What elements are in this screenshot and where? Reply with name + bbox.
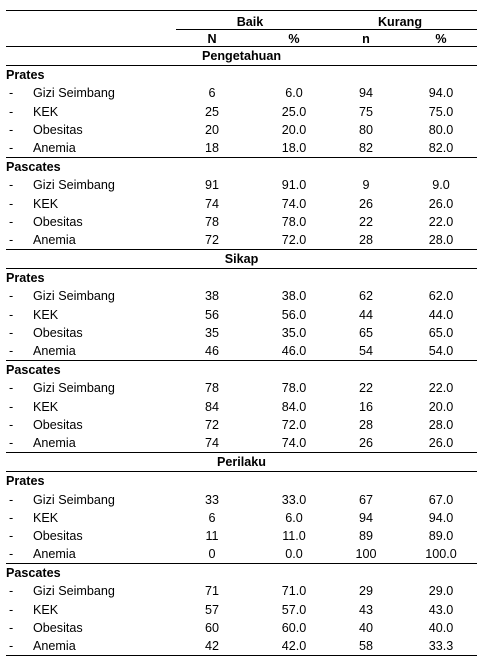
row-name: Anemia — [33, 140, 76, 155]
table-row — [6, 121, 477, 139]
cell-pct-baik: 6.0 — [285, 510, 303, 525]
table-row — [6, 176, 477, 194]
cell-pct-kurang: 75.0 — [428, 104, 454, 119]
table-row — [6, 103, 477, 121]
cell-n-baik: 6 — [208, 86, 216, 101]
group-label: Pascates — [6, 160, 61, 175]
cell-n-kurang: 94 — [358, 86, 373, 101]
row-dash: - — [9, 381, 14, 396]
row-name: Anemia — [33, 232, 76, 247]
header-pct-baik: % — [288, 32, 300, 46]
cell-n-kurang: 26 — [358, 435, 373, 450]
cell-pct-kurang: 33.3 — [428, 639, 454, 653]
results-table — [6, 10, 477, 656]
cell-n-kurang: 26 — [358, 196, 373, 211]
cell-n-baik: 11 — [205, 528, 219, 543]
header-n-baik: N — [207, 32, 217, 46]
table-row — [6, 139, 477, 158]
row-dash: - — [9, 399, 14, 414]
table-row — [6, 213, 477, 231]
row-dash: - — [9, 214, 14, 229]
cell-pct-baik: 60.0 — [281, 620, 307, 635]
group-label: Prates — [6, 474, 45, 489]
cell-n-baik: 91 — [204, 178, 219, 193]
cell-n-baik: 33 — [204, 492, 219, 507]
cell-n-kurang: 94 — [358, 510, 373, 525]
cell-pct-kurang: 94.0 — [428, 510, 454, 525]
cell-n-kurang: 100 — [355, 547, 377, 562]
table-row — [6, 434, 477, 453]
row-name: KEK — [33, 196, 59, 211]
cell-pct-baik: 46.0 — [281, 344, 307, 358]
cell-pct-kurang: 44.0 — [428, 307, 454, 322]
cell-pct-baik: 78.0 — [281, 381, 307, 396]
row-name: Anemia — [33, 639, 76, 653]
header-n-kurang: n — [362, 32, 370, 46]
cell-pct-kurang: 22.0 — [428, 214, 454, 229]
cell-n-kurang: 44 — [358, 307, 373, 322]
row-name: Obesitas — [33, 325, 83, 340]
table-row — [6, 287, 477, 305]
cell-pct-baik: 0.0 — [285, 547, 303, 562]
cell-pct-baik: 42.0 — [281, 639, 307, 653]
header-kurang: Kurang — [377, 15, 423, 29]
cell-n-baik: 78 — [204, 214, 219, 229]
cell-pct-kurang: 80.0 — [428, 122, 454, 137]
cell-pct-kurang: 28.0 — [428, 417, 454, 432]
cell-n-baik: 38 — [204, 289, 219, 304]
cell-pct-kurang: 82.0 — [428, 140, 454, 155]
row-dash: - — [9, 435, 14, 450]
row-name: Obesitas — [33, 417, 83, 432]
row-dash: - — [9, 232, 14, 247]
cell-pct-kurang: 65.0 — [428, 325, 454, 340]
row-dash: - — [9, 289, 14, 304]
row-dash: - — [9, 86, 14, 101]
cell-pct-kurang: 62.0 — [428, 289, 454, 304]
cell-pct-baik: 84.0 — [281, 399, 307, 414]
table-row — [6, 582, 477, 600]
cell-n-kurang: 82 — [358, 140, 373, 155]
cell-n-kurang: 65 — [358, 325, 373, 340]
cell-n-baik: 35 — [204, 325, 219, 340]
cell-n-baik: 46 — [204, 344, 219, 358]
cell-pct-kurang: 22.0 — [428, 381, 454, 396]
table-row — [6, 342, 477, 361]
table-row — [6, 306, 477, 324]
table-row — [6, 619, 477, 637]
cell-n-kurang: 89 — [358, 528, 373, 543]
cell-n-kurang: 62 — [358, 289, 373, 304]
table-row — [6, 231, 477, 250]
row-dash: - — [9, 528, 14, 543]
row-dash: - — [9, 417, 14, 432]
table-header-top — [176, 11, 477, 30]
cell-pct-kurang: 26.0 — [428, 196, 454, 211]
table-row — [6, 509, 477, 527]
cell-pct-kurang: 54.0 — [428, 344, 454, 358]
row-name: Obesitas — [33, 528, 83, 543]
table-header-sub — [6, 30, 477, 47]
cell-pct-kurang: 20.0 — [428, 399, 454, 414]
group-label: Prates — [6, 271, 45, 286]
cell-n-kurang: 40 — [358, 620, 373, 635]
table-row — [6, 527, 477, 545]
row-dash: - — [9, 602, 14, 617]
row-name: KEK — [33, 104, 59, 119]
row-dash: - — [9, 307, 14, 322]
cell-n-baik: 72 — [204, 417, 219, 432]
section-header: Perilaku — [6, 453, 477, 472]
cell-pct-baik: 6.0 — [285, 86, 303, 101]
cell-n-kurang: 43 — [358, 602, 373, 617]
cell-n-baik: 6 — [208, 510, 216, 525]
cell-pct-baik: 11.0 — [282, 528, 306, 543]
cell-pct-baik: 38.0 — [281, 289, 307, 304]
cell-pct-baik: 25.0 — [281, 104, 307, 119]
cell-n-kurang: 58 — [358, 639, 373, 653]
cell-pct-kurang: 43.0 — [428, 602, 454, 617]
cell-n-baik: 78 — [204, 381, 219, 396]
row-name: Anemia — [33, 435, 76, 450]
cell-pct-baik: 78.0 — [281, 214, 307, 229]
row-name: Obesitas — [33, 122, 83, 137]
cell-n-baik: 71 — [204, 584, 219, 599]
cell-pct-baik: 57.0 — [281, 602, 307, 617]
row-name: Gizi Seimbang — [33, 492, 115, 507]
table-row — [6, 637, 477, 656]
row-name: Gizi Seimbang — [33, 289, 115, 304]
cell-pct-baik: 20.0 — [281, 122, 307, 137]
cell-n-kurang: 67 — [358, 492, 373, 507]
cell-n-baik: 25 — [204, 104, 219, 119]
cell-n-baik: 60 — [204, 620, 219, 635]
row-name: Gizi Seimbang — [33, 584, 115, 599]
row-dash: - — [9, 122, 14, 137]
cell-n-baik: 74 — [204, 435, 219, 450]
row-name: Anemia — [33, 547, 76, 562]
row-name: Gizi Seimbang — [33, 381, 115, 396]
cell-n-kurang: 22 — [358, 214, 373, 229]
table-row — [6, 379, 477, 397]
cell-n-baik: 84 — [204, 399, 219, 414]
row-name: Anemia — [33, 344, 76, 358]
row-dash: - — [9, 325, 14, 340]
row-dash: - — [9, 196, 14, 211]
cell-n-kurang: 22 — [358, 381, 373, 396]
cell-pct-baik: 72.0 — [281, 232, 307, 247]
cell-n-kurang: 54 — [358, 344, 373, 358]
table-row — [6, 491, 477, 509]
section-header: Sikap — [6, 250, 477, 269]
cell-pct-baik: 71.0 — [281, 584, 307, 599]
cell-pct-kurang: 100.0 — [425, 547, 457, 562]
cell-n-kurang: 28 — [358, 417, 373, 432]
cell-pct-kurang: 29.0 — [428, 584, 454, 599]
row-dash: - — [9, 584, 14, 599]
cell-n-kurang: 75 — [358, 104, 373, 119]
table-row — [6, 195, 477, 213]
header-baik: Baik — [236, 15, 264, 29]
cell-pct-baik: 33.0 — [281, 492, 307, 507]
row-dash: - — [9, 140, 14, 155]
table-row — [6, 324, 477, 342]
cell-pct-kurang: 28.0 — [428, 232, 454, 247]
cell-pct-kurang: 89.0 — [428, 528, 454, 543]
cell-pct-kurang: 9.0 — [432, 178, 450, 193]
row-name: KEK — [33, 602, 59, 617]
row-name: KEK — [33, 399, 59, 414]
cell-n-baik: 18 — [204, 140, 219, 155]
row-dash: - — [9, 178, 14, 193]
header-pct-kurang: % — [435, 32, 447, 46]
row-dash: - — [9, 104, 14, 119]
row-dash: - — [9, 344, 14, 358]
cell-n-baik: 57 — [204, 602, 219, 617]
cell-n-baik: 0 — [208, 547, 216, 562]
cell-pct-baik: 74.0 — [281, 196, 307, 211]
row-dash: - — [9, 620, 14, 635]
cell-n-baik: 42 — [204, 639, 219, 653]
group-label: Pascates — [6, 566, 61, 581]
cell-pct-kurang: 40.0 — [428, 620, 454, 635]
cell-pct-baik: 74.0 — [281, 435, 307, 450]
section-header: Pengetahuan — [6, 47, 477, 66]
row-name: Gizi Seimbang — [33, 178, 115, 193]
cell-pct-kurang: 67.0 — [428, 492, 454, 507]
cell-n-baik: 20 — [204, 122, 219, 137]
row-name: KEK — [33, 510, 59, 525]
cell-n-kurang: 29 — [358, 584, 373, 599]
cell-pct-baik: 35.0 — [281, 325, 307, 340]
cell-n-kurang: 80 — [358, 122, 373, 137]
cell-n-baik: 56 — [204, 307, 219, 322]
cell-pct-baik: 91.0 — [281, 178, 307, 193]
table-row — [6, 84, 477, 102]
cell-pct-baik: 18.0 — [281, 140, 307, 155]
table-row — [6, 601, 477, 619]
cell-pct-kurang: 26.0 — [428, 435, 454, 450]
row-dash: - — [9, 639, 14, 653]
row-dash: - — [9, 510, 14, 525]
table-row — [6, 398, 477, 416]
table-body — [6, 47, 477, 656]
row-name: Gizi Seimbang — [33, 86, 115, 101]
row-name: Obesitas — [33, 214, 83, 229]
table-row — [6, 416, 477, 434]
cell-pct-baik: 72.0 — [281, 417, 307, 432]
group-label: Pascates — [6, 363, 61, 378]
cell-pct-kurang: 94.0 — [428, 86, 454, 101]
row-dash: - — [9, 547, 14, 562]
group-label: Prates — [6, 68, 45, 83]
cell-n-baik: 74 — [204, 196, 219, 211]
row-name: KEK — [33, 307, 59, 322]
row-dash: - — [9, 492, 14, 507]
table-row — [6, 545, 477, 564]
cell-pct-baik: 56.0 — [281, 307, 307, 322]
cell-n-kurang: 9 — [362, 178, 370, 193]
cell-n-kurang: 16 — [358, 399, 373, 414]
cell-n-baik: 72 — [204, 232, 219, 247]
cell-n-kurang: 28 — [358, 232, 373, 247]
row-name: Obesitas — [33, 620, 83, 635]
